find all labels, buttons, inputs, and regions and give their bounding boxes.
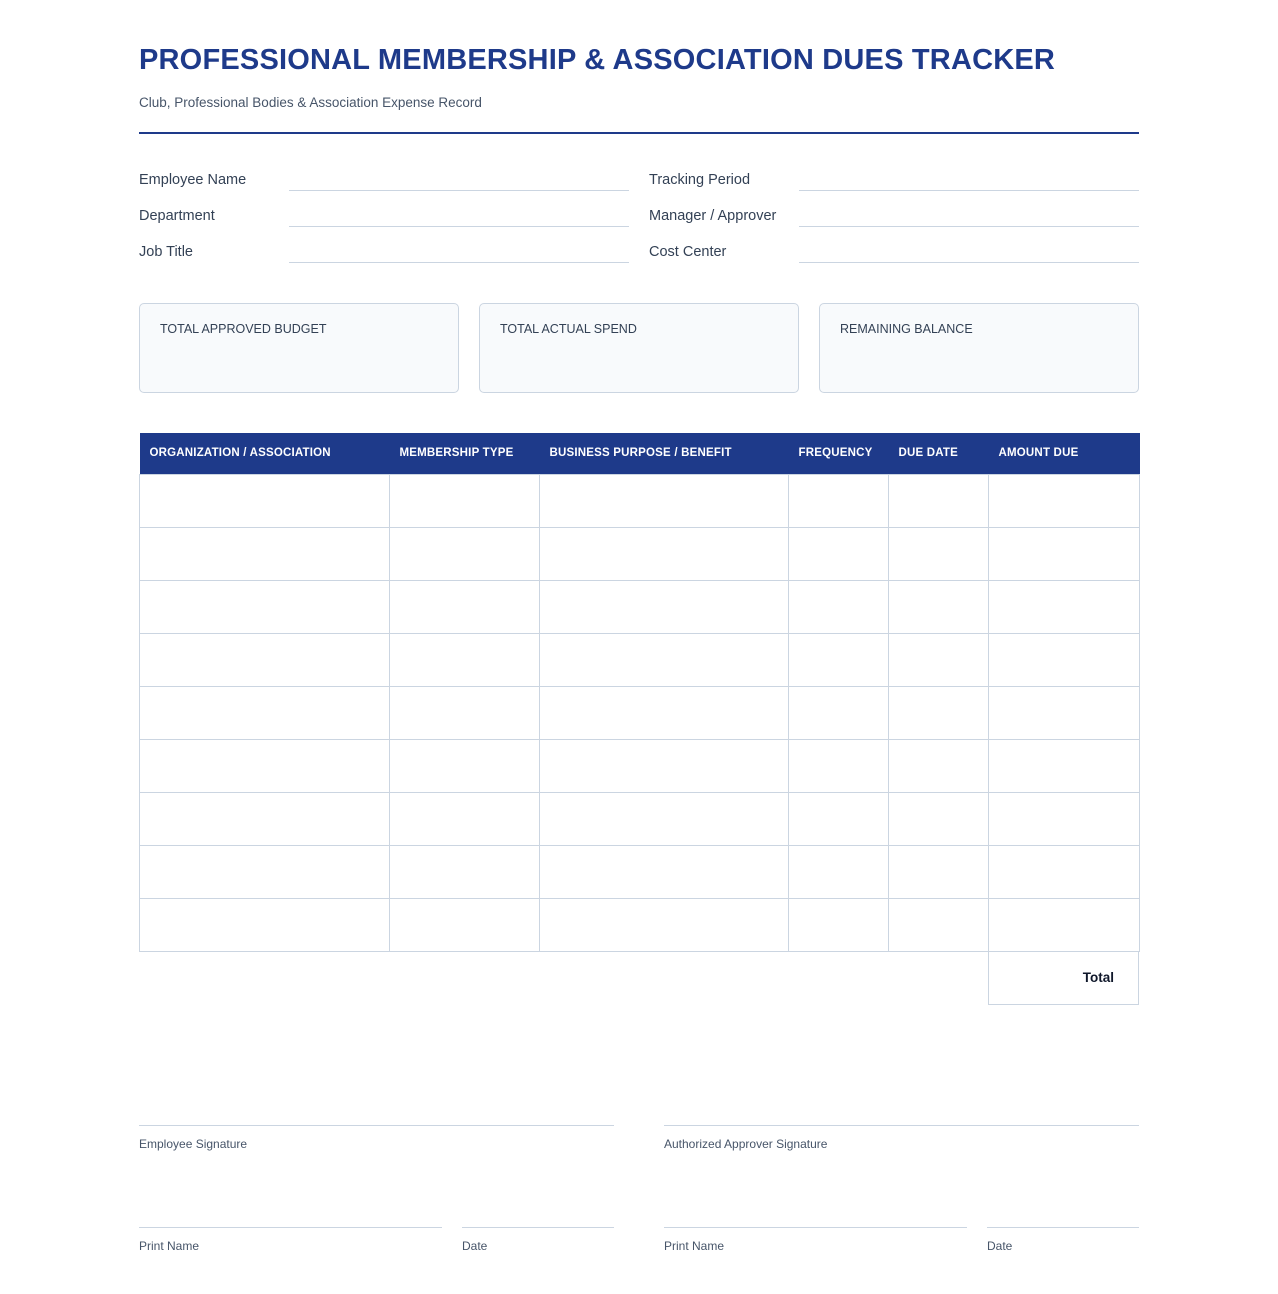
table-header-row (140, 433, 1140, 474)
actual-spend-label: TOTAL ACTUAL SPEND (500, 322, 637, 336)
approved-budget-label: TOTAL APPROVED BUDGET (160, 322, 327, 336)
amount-due-cell[interactable] (989, 792, 1140, 845)
table-row (140, 633, 1140, 686)
table-row (140, 580, 1140, 633)
approver-print-name-label: Print Name (664, 1239, 725, 1253)
business-purpose-cell[interactable] (540, 792, 789, 845)
membership-type-cell[interactable] (390, 633, 540, 686)
membership-type-cell[interactable] (390, 898, 540, 951)
business-purpose-cell[interactable] (540, 739, 789, 792)
amount-due-cell[interactable] (989, 739, 1140, 792)
field-row-1 (139, 164, 1139, 200)
employee-print-name-label: Print Name (139, 1239, 200, 1253)
membership-type-cell[interactable] (390, 580, 540, 633)
manager-approver-line[interactable] (799, 226, 1139, 227)
table-row (140, 686, 1140, 739)
table-row (140, 845, 1140, 898)
organization-cell[interactable] (140, 527, 390, 580)
organization-cell[interactable] (140, 580, 390, 633)
job-title-label: Job Title (139, 244, 193, 260)
remaining-balance-label: REMAINING BALANCE (840, 322, 973, 336)
actual-spend-card[interactable] (479, 303, 799, 393)
page-subtitle: Club, Professional Bodies & Association Expense Record (139, 95, 482, 110)
business-purpose-cell[interactable] (540, 474, 789, 527)
frequency-cell[interactable] (789, 845, 889, 898)
job-title-field[interactable] (139, 236, 629, 272)
employee-name-line[interactable] (289, 190, 629, 191)
amount-due-cell[interactable] (989, 633, 1140, 686)
frequency-cell[interactable] (789, 686, 889, 739)
employee-print-name-line[interactable] (139, 1227, 442, 1228)
organization-cell[interactable] (140, 792, 390, 845)
employee-name-label: Employee Name (139, 172, 247, 188)
column-header-frequency: FREQUENCY (789, 433, 889, 474)
organization-cell[interactable] (140, 474, 390, 527)
table-row (140, 739, 1140, 792)
department-label: Department (139, 208, 215, 224)
amount-due-cell[interactable] (989, 898, 1140, 951)
column-header-organization: ORGANIZATION / ASSOCIATION (140, 433, 390, 474)
due-date-cell[interactable] (889, 845, 989, 898)
cost-center-label: Cost Center (649, 244, 727, 260)
manager-approver-field[interactable] (649, 200, 1139, 236)
total-amount-cell[interactable] (988, 951, 1139, 1005)
remaining-balance-card[interactable] (819, 303, 1139, 393)
cost-center-line[interactable] (799, 262, 1139, 263)
membership-type-cell[interactable] (390, 845, 540, 898)
employee-date-line[interactable] (462, 1227, 614, 1228)
membership-type-cell[interactable] (390, 527, 540, 580)
frequency-cell[interactable] (789, 898, 889, 951)
column-header-business-purpose: BUSINESS PURPOSE / BENEFIT (540, 433, 789, 474)
frequency-cell[interactable] (789, 474, 889, 527)
cost-center-field[interactable] (649, 236, 1139, 272)
job-title-line[interactable] (289, 262, 629, 263)
due-date-cell[interactable] (889, 633, 989, 686)
frequency-cell[interactable] (789, 527, 889, 580)
employee-name-field[interactable] (139, 164, 629, 200)
membership-type-cell[interactable] (390, 686, 540, 739)
amount-due-cell[interactable] (989, 580, 1140, 633)
table-row (140, 474, 1140, 527)
due-date-cell[interactable] (889, 686, 989, 739)
membership-type-cell[interactable] (390, 739, 540, 792)
approved-budget-card[interactable] (139, 303, 459, 393)
field-row-3 (139, 236, 1139, 272)
business-purpose-cell[interactable] (540, 527, 789, 580)
page-title: PROFESSIONAL MEMBERSHIP & ASSOCIATION DUES TRACKER (139, 44, 1056, 76)
table-header (140, 433, 1140, 474)
membership-type-cell[interactable] (390, 474, 540, 527)
due-date-cell[interactable] (889, 739, 989, 792)
department-field[interactable] (139, 200, 629, 236)
column-header-due-date: DUE DATE (889, 433, 989, 474)
business-purpose-cell[interactable] (540, 845, 789, 898)
department-line[interactable] (289, 226, 629, 227)
amount-due-cell[interactable] (989, 845, 1140, 898)
due-date-cell[interactable] (889, 792, 989, 845)
tracking-period-field[interactable] (649, 164, 1139, 200)
membership-type-cell[interactable] (390, 792, 540, 845)
tracking-period-line[interactable] (799, 190, 1139, 191)
due-date-cell[interactable] (889, 474, 989, 527)
organization-cell[interactable] (140, 739, 390, 792)
approver-date-line[interactable] (987, 1227, 1139, 1228)
title-divider (139, 132, 1139, 134)
due-date-cell[interactable] (889, 898, 989, 951)
employee-signature-line[interactable] (139, 1125, 614, 1126)
due-date-cell[interactable] (889, 527, 989, 580)
employee-signature-label: Employee Signature (139, 1137, 248, 1151)
field-row-2 (139, 200, 1139, 236)
organization-cell[interactable] (140, 845, 390, 898)
table-body (140, 474, 1140, 951)
frequency-cell[interactable] (789, 792, 889, 845)
approver-date-label: Date (987, 1239, 1013, 1253)
frequency-cell[interactable] (789, 633, 889, 686)
amount-due-cell[interactable] (989, 686, 1140, 739)
manager-approver-label: Manager / Approver (649, 208, 777, 224)
frequency-cell[interactable] (789, 580, 889, 633)
organization-cell[interactable] (140, 686, 390, 739)
dues-table (139, 433, 1140, 952)
business-purpose-cell[interactable] (540, 580, 789, 633)
due-date-cell[interactable] (889, 580, 989, 633)
table-row (140, 898, 1140, 951)
business-purpose-cell[interactable] (540, 686, 789, 739)
organization-cell[interactable] (140, 898, 390, 951)
amount-due-cell[interactable] (989, 474, 1140, 527)
amount-due-cell[interactable] (989, 527, 1140, 580)
business-purpose-cell[interactable] (540, 898, 789, 951)
business-purpose-cell[interactable] (540, 633, 789, 686)
approver-print-name-line[interactable] (664, 1227, 967, 1228)
approver-signature-line[interactable] (664, 1125, 1139, 1126)
column-header-amount-due: AMOUNT DUE (989, 433, 1140, 474)
column-header-membership-type: MEMBERSHIP TYPE (390, 433, 540, 474)
frequency-cell[interactable] (789, 739, 889, 792)
approver-signature-label: Authorized Approver Signature (664, 1137, 828, 1151)
organization-cell[interactable] (140, 633, 390, 686)
table-row (140, 527, 1140, 580)
total-label: Total (1082, 970, 1114, 985)
employee-date-label: Date (462, 1239, 488, 1253)
table-row (140, 792, 1140, 845)
tracking-period-label: Tracking Period (649, 172, 751, 188)
